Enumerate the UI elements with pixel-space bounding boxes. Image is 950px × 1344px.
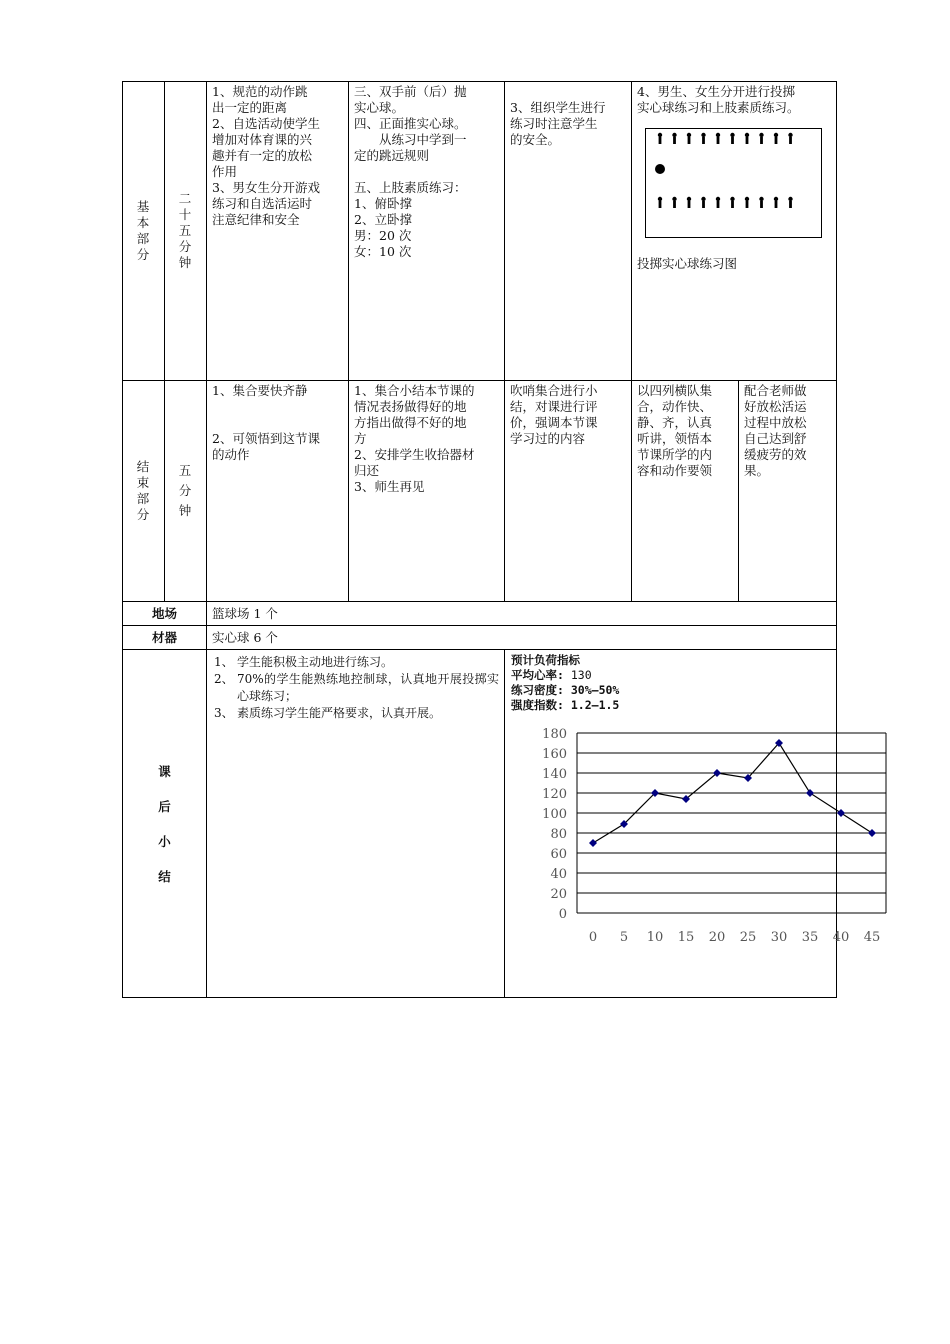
load-indicators <box>505 650 881 998</box>
student-figure <box>701 133 705 144</box>
student-figure <box>774 197 778 208</box>
y-tick-label: 180 <box>542 727 567 742</box>
ending-time-char: 钟 <box>178 503 193 518</box>
basic-objectives <box>207 82 349 381</box>
basic-time-char: 五 <box>178 223 193 238</box>
student-figure <box>759 197 763 208</box>
x-tick-label: 25 <box>739 930 757 945</box>
student-figure <box>716 197 720 208</box>
equipment-value: 实心球 6 个 <box>207 626 837 650</box>
density-label: 练习密度: <box>511 683 564 697</box>
basic-objective-2: 2、自选活动使学生 增加对体育课的兴 趣并有一定的放松 作用 <box>212 116 320 179</box>
ending-objective-1: 1、集合要快齐静 <box>212 383 308 398</box>
basic-time-char: 钟 <box>178 255 193 270</box>
student-figure <box>672 197 676 208</box>
ending-label-char: 束 <box>136 475 151 490</box>
basic-organization <box>632 82 837 381</box>
ending-content <box>349 381 505 602</box>
summary-item <box>212 671 499 705</box>
ending-label-char: 部 <box>136 491 151 506</box>
basic-objective-3: 3、男女生分开游戏 练习和自选活运时 注意纪律和安全 <box>212 180 320 227</box>
data-point <box>589 839 597 847</box>
x-tick-label: 30 <box>770 930 788 945</box>
student-figure <box>730 197 734 208</box>
equipment-row <box>123 626 837 650</box>
student-figure <box>687 197 691 208</box>
basic-time-char: 十 <box>178 207 193 222</box>
x-tick-label: 15 <box>677 930 695 945</box>
y-tick-label: 20 <box>550 887 567 902</box>
load-title: 预计负荷指标 <box>511 653 580 667</box>
venue-value: 篮球场 1 个 <box>207 602 837 626</box>
formation-figures <box>646 129 821 237</box>
student-figure <box>788 133 792 144</box>
y-tick-label: 160 <box>542 747 567 762</box>
heart-rate-value: 130 <box>570 668 592 682</box>
basic-content <box>349 82 505 381</box>
student-figure <box>788 197 792 208</box>
basic-content-c: 五、上肢素质练习： 1、俯卧撑 2、立卧撑 男：20 次 女：10 次 <box>354 180 467 259</box>
x-tick-label: 10 <box>646 930 664 945</box>
heart-rate-label: 平均心率: <box>511 668 564 682</box>
x-tick-label: 35 <box>801 930 819 945</box>
basic-content-a: 三、双手前（后）抛 实心球。 四、正面推实心球。 <box>354 84 467 131</box>
student-figure <box>658 133 662 144</box>
ending-requirement-text: 配合老师做 好放松活运 过程中放松 自己达到舒 缓疲劳的效 果。 <box>744 383 807 478</box>
x-tick-label: 40 <box>832 930 850 945</box>
summary-item-number: 3、 <box>214 706 234 720</box>
y-tick-label: 120 <box>542 787 567 802</box>
basic-label-char: 基 <box>136 199 151 214</box>
summary-label-char: 课 <box>158 763 171 779</box>
student-figure <box>730 133 734 144</box>
ending-student-text: 以四列横队集 合，动作快、 静、齐，认真 听讲，领悟本 节课所学的内 容和动作要领 <box>637 383 713 478</box>
basic-label-char: 本 <box>136 215 151 230</box>
y-tick-label: 0 <box>558 907 567 922</box>
summary-label-char: 结 <box>158 868 171 884</box>
ending-objectives <box>207 381 349 602</box>
medicine-ball-icon <box>655 164 665 174</box>
summary-item-text: 学生能积极主动地进行练习。 <box>237 655 394 669</box>
ending-section-label <box>123 381 165 602</box>
ending-teacher <box>505 381 632 602</box>
intensity-value: 1.2—1.5 <box>570 698 620 712</box>
summary-label-char: 后 <box>158 798 171 814</box>
summary-label <box>123 650 207 998</box>
basic-organization-text: 4、男生、女生分开进行投掷 实心球练习和上肢素质练习。 <box>637 84 800 115</box>
basic-label-char: 部 <box>136 231 151 246</box>
ending-section-time <box>165 381 207 602</box>
student-figure <box>672 133 676 144</box>
ending-time-char: 五 <box>178 463 193 478</box>
basic-teacher-text: 3、组织学生进行 练习时注意学生 的安全。 <box>510 100 606 147</box>
x-tick-label: 5 <box>619 930 629 945</box>
summary-item-number: 2、 <box>214 672 234 686</box>
y-tick-label: 60 <box>550 847 567 862</box>
lesson-plan-table <box>122 81 881 998</box>
y-tick-label: 100 <box>542 807 567 822</box>
basic-objective-1: 1、规范的动作跳 出一定的距离 <box>212 84 308 115</box>
ending-objective-2: 2、可领悟到这节课 的动作 <box>212 431 320 462</box>
y-tick-label: 40 <box>550 867 567 882</box>
y-tick-label: 140 <box>542 767 567 782</box>
summary-label-char: 小 <box>158 833 171 849</box>
basic-section-label <box>123 82 165 381</box>
basic-teacher <box>505 82 632 381</box>
student-figure <box>716 133 720 144</box>
density-value: 30%—50% <box>570 683 620 697</box>
basic-content-b: 从练习中学到一 定的跳远规则 <box>354 132 467 163</box>
student-figure <box>745 197 749 208</box>
data-point <box>837 809 845 817</box>
data-point <box>868 829 876 837</box>
ending-section-row <box>123 381 837 602</box>
summary-item <box>212 654 499 671</box>
intensity-label: 强度指数: <box>511 698 564 712</box>
ending-teacher-text: 吹哨集合进行小 结，对课进行评 价，强调本节课 学习过的内容 <box>510 383 598 446</box>
ending-requirement <box>739 381 837 602</box>
basic-label-char: 分 <box>136 247 151 262</box>
student-figure <box>774 133 778 144</box>
student-figure <box>745 133 749 144</box>
x-tick-label: 45 <box>863 930 881 945</box>
x-tick-label: 0 <box>588 930 598 945</box>
summary-item-text: 70%的学生能熟练地控制球，认真地开展投掷实心球练习； <box>237 672 499 703</box>
venue-label: 地场 <box>123 602 207 626</box>
venue-row <box>123 602 837 626</box>
summary-item <box>212 705 499 722</box>
basic-section-row <box>123 82 837 381</box>
x-tick-label: 20 <box>708 930 726 945</box>
summary-notes <box>207 650 505 998</box>
basic-time-char: 二 <box>178 191 193 206</box>
student-figure <box>658 197 662 208</box>
ending-label-char: 结 <box>136 459 151 474</box>
basic-section-time <box>165 82 207 381</box>
ending-label-char: 分 <box>136 507 151 522</box>
data-point <box>806 789 814 797</box>
equipment-label: 材器 <box>123 626 207 650</box>
ending-content-text: 1、集合小结本节课的 情况表扬做得好的地 方指出做得不好的地 方 2、安排学生收拾器材 归还 3、师生再见 <box>354 383 475 494</box>
ending-time-char: 分 <box>178 483 193 498</box>
student-figure <box>759 133 763 144</box>
throwing-formation-diagram <box>645 128 822 238</box>
student-figure <box>701 197 705 208</box>
basic-time-char: 分 <box>178 239 193 254</box>
heart-rate-chart <box>511 719 901 969</box>
y-tick-label: 80 <box>550 827 567 842</box>
ending-student <box>632 381 739 602</box>
diagram-caption: 投掷实心球练习图 <box>637 256 738 271</box>
summary-list <box>212 654 499 722</box>
summary-item-text: 素质练习学生能严格要求，认真开展。 <box>237 706 442 720</box>
summary-row <box>123 650 837 998</box>
student-figure <box>687 133 691 144</box>
summary-item-number: 1、 <box>214 655 234 669</box>
